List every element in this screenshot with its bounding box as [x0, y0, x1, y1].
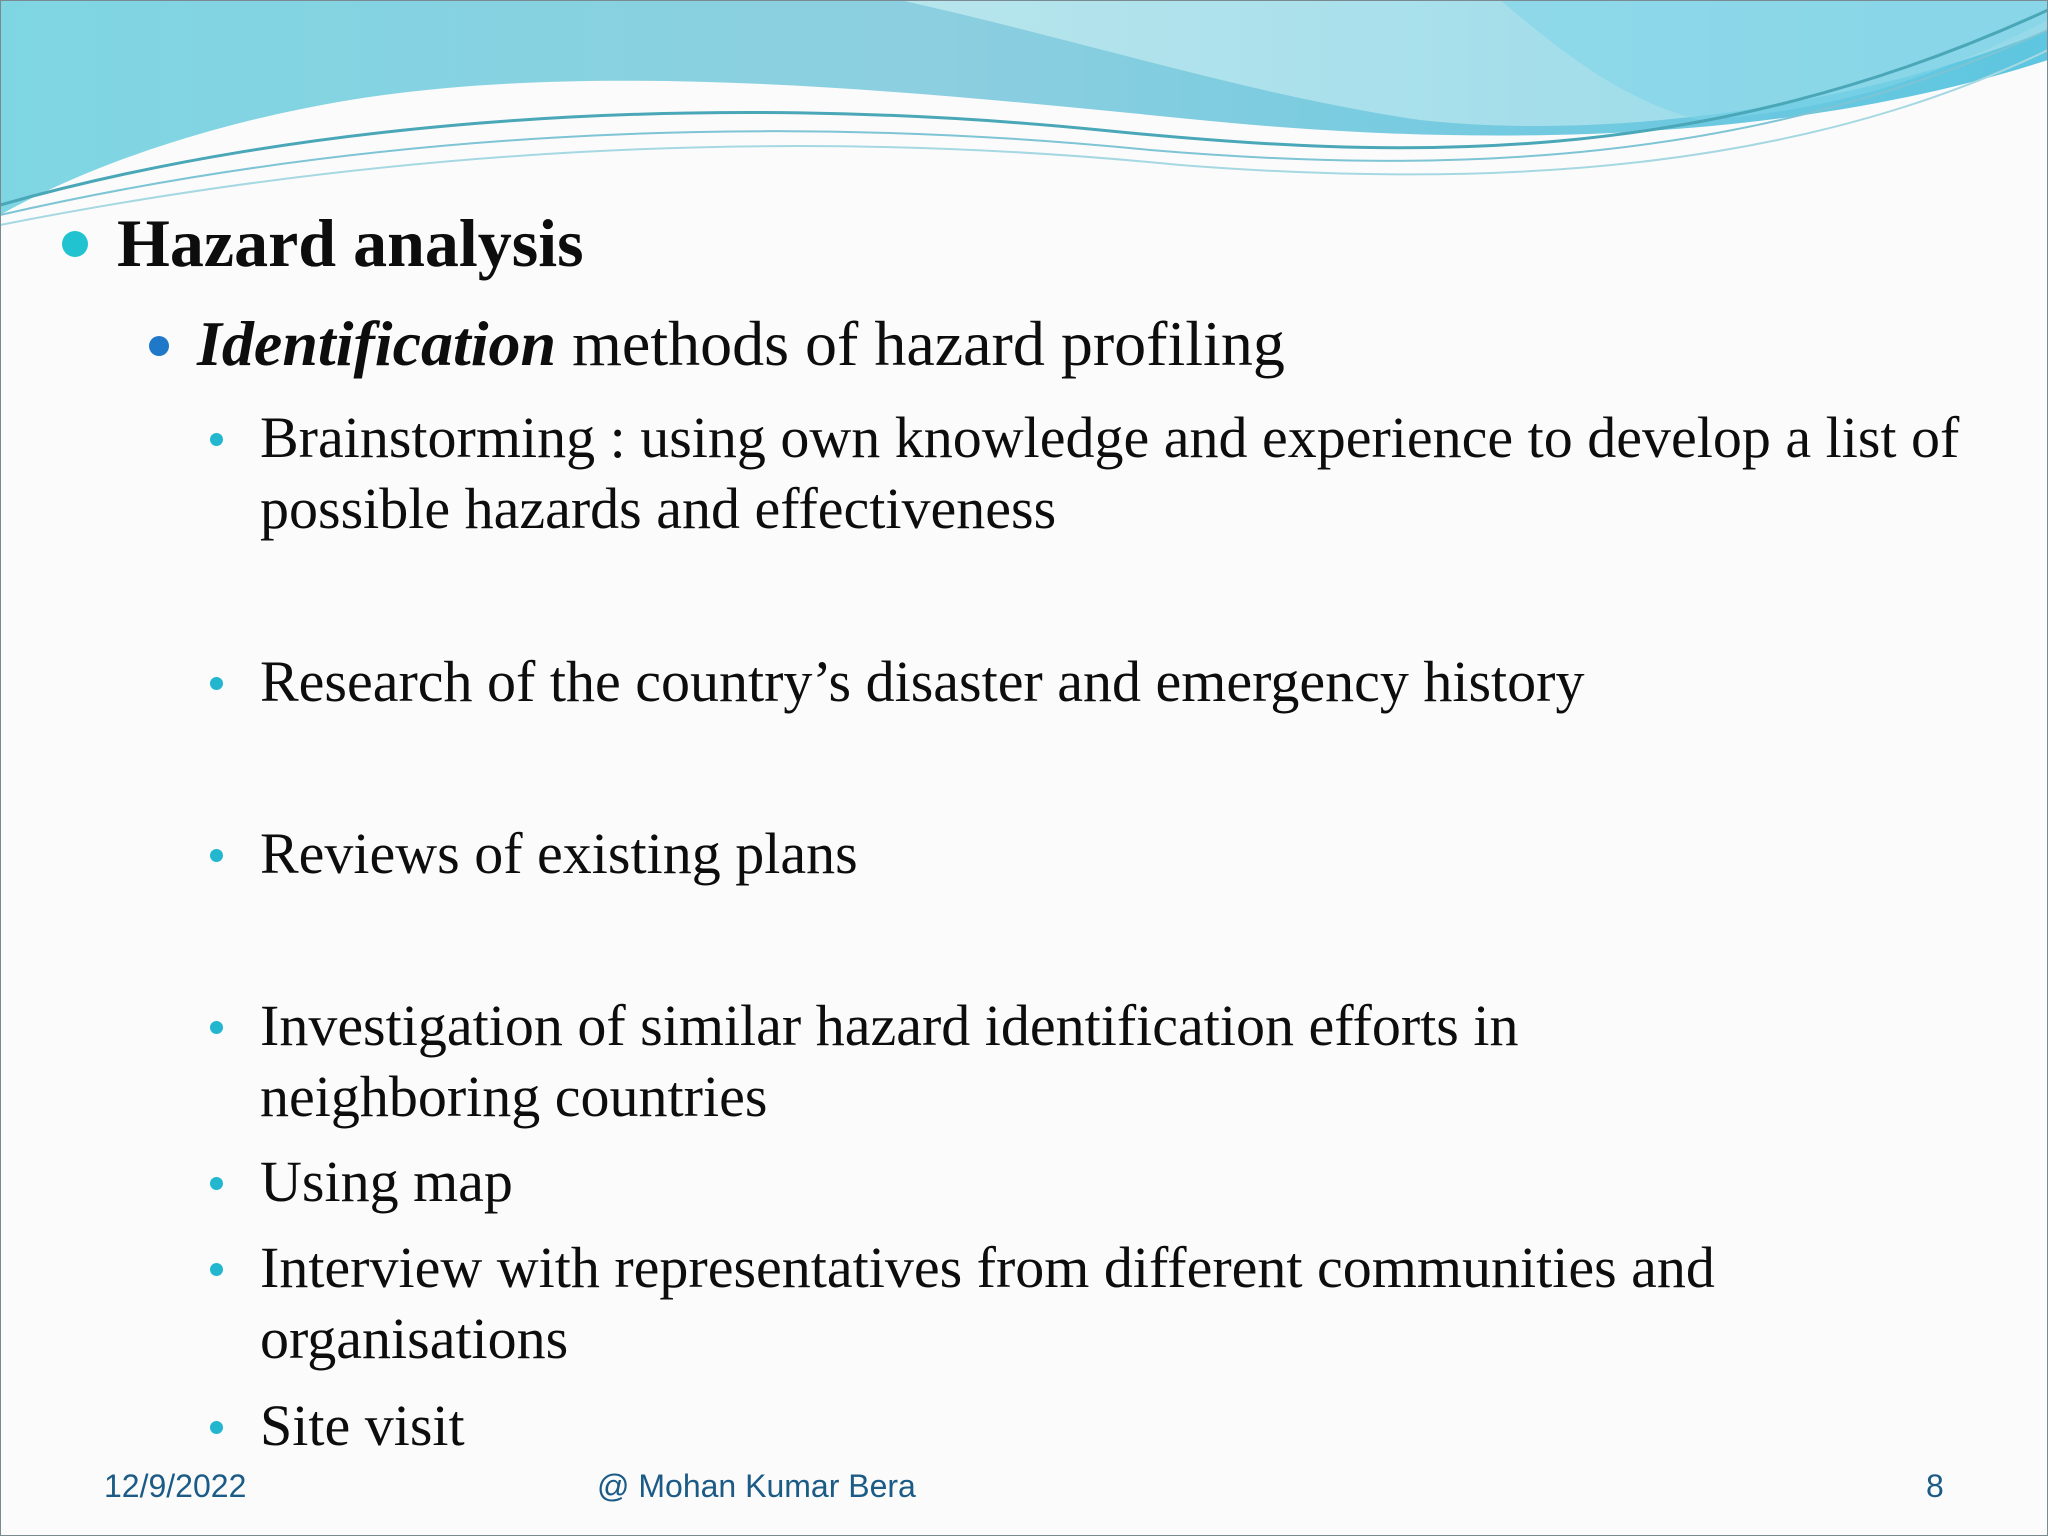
item-bullet: [210, 1021, 223, 1034]
list-item-review-plans: Reviews of existing plans: [260, 821, 858, 886]
list-item-interview: Interview with representatives from different communities and organisations: [260, 1235, 1715, 1371]
subheading-bullet: [149, 336, 169, 356]
item-bullet: [210, 1421, 223, 1434]
item-bullet: [210, 677, 223, 690]
subheading-rest: methods of hazard profiling: [556, 308, 1285, 379]
subheading: [197, 302, 1285, 386]
list-item-using-map: Using map: [260, 1149, 513, 1214]
list-item-site-visit: Site visit: [260, 1393, 465, 1458]
footer-date: 12/9/2022: [104, 1468, 247, 1504]
item-bullet: [210, 1177, 223, 1190]
slide-heading: Hazard analysis: [117, 205, 584, 281]
item-bullet: [210, 433, 223, 446]
list-item-research-history: Research of the country’s disaster and emergency history: [260, 649, 1585, 714]
subheading-emphasis: Identification: [197, 308, 557, 379]
list-item-investigation: Investigation of similar hazard identification efforts in neighboring countries: [260, 993, 1519, 1129]
item-bullet: [210, 849, 223, 862]
footer-author: @ Mohan Kumar Bera: [597, 1468, 916, 1504]
footer-page-number: 8: [1926, 1468, 1944, 1504]
item-bullet: [210, 1263, 223, 1276]
list-item-brainstorming: Brainstorming : using own knowledge and experience to develop a list of possible hazards and effectiveness: [260, 405, 1960, 541]
heading-bullet: [62, 231, 88, 257]
